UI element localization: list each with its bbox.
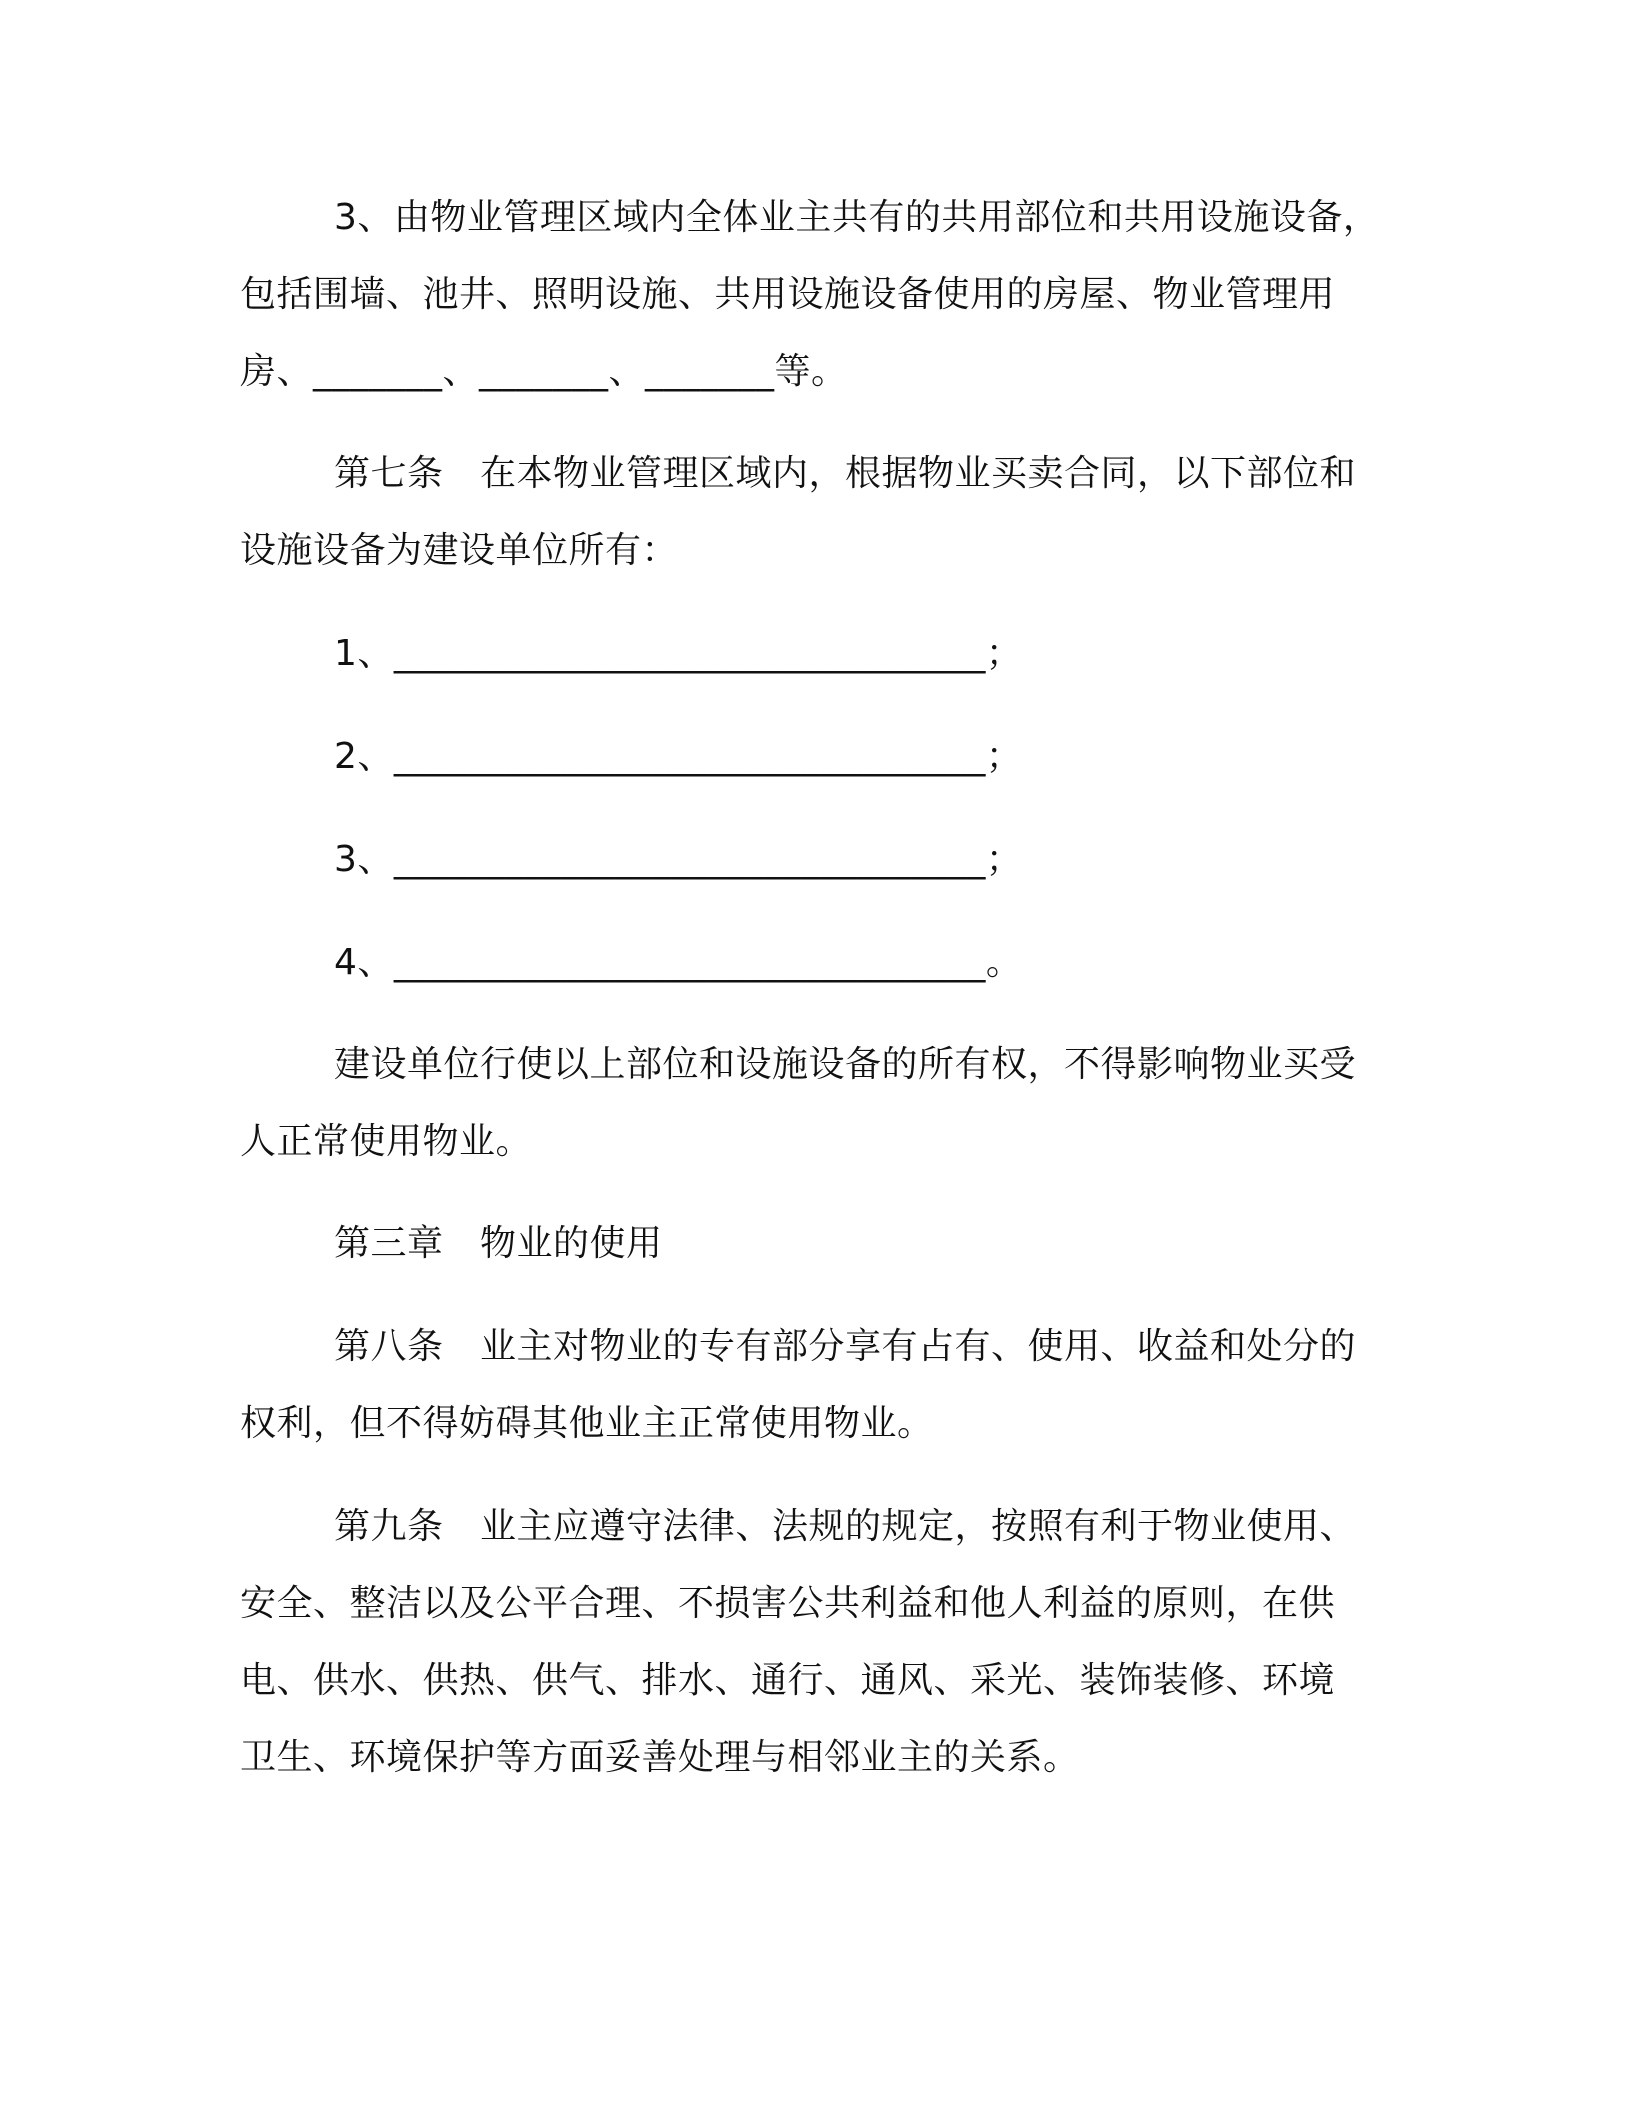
list-item-1: 1、________________________________； <box>334 633 1023 674</box>
list-item-3: 3、________________________________； <box>334 839 1023 880</box>
article-8-line2: 权利，但不得妨碍其他业主正常使用物业。 <box>240 1403 934 1444</box>
paragraph-ownership-line2: 人正常使用物业。 <box>240 1121 533 1162</box>
article-9-line2: 安全、整洁以及公平合理、不损害公共利益和他人利益的原则，在供 <box>240 1583 1336 1624</box>
article-9-line3: 电、供水、供热、供气、排水、通行、通风、采光、装饰装修、环境 <box>240 1660 1336 1701</box>
article-9-line4: 卫生、环境保护等方面妥善处理与相邻业主的关系。 <box>240 1737 1080 1778</box>
article-7-line2: 设施设备为建设单位所有： <box>240 530 679 571</box>
paragraph-item3-line1: 3、由物业管理区域内全体业主共有的共用部位和共用设施设备， <box>334 197 1380 238</box>
article-8-line1: 第八条 业主对物业的专有部分享有占有、使用、收益和处分的 <box>334 1326 1357 1367</box>
list-item-2: 2、________________________________； <box>334 736 1023 777</box>
paragraph-ownership-line1: 建设单位行使以上部位和设施设备的所有权，不得影响物业买受 <box>334 1044 1357 1085</box>
paragraph-item3-line3: 房、_______、_______、_______等。 <box>240 351 848 392</box>
article-9-line1: 第九条 业主应遵守法律、法规的规定，按照有利于物业使用、 <box>334 1506 1357 1547</box>
list-item-4: 4、________________________________。 <box>334 942 1023 983</box>
chapter-3-heading: 第三章 物业的使用 <box>334 1223 663 1264</box>
article-7-line1: 第七条 在本物业管理区域内，根据物业买卖合同，以下部位和 <box>334 453 1357 494</box>
paragraph-item3-line2: 包括围墙、池井、照明设施、共用设施设备使用的房屋、物业管理用 <box>240 274 1336 315</box>
